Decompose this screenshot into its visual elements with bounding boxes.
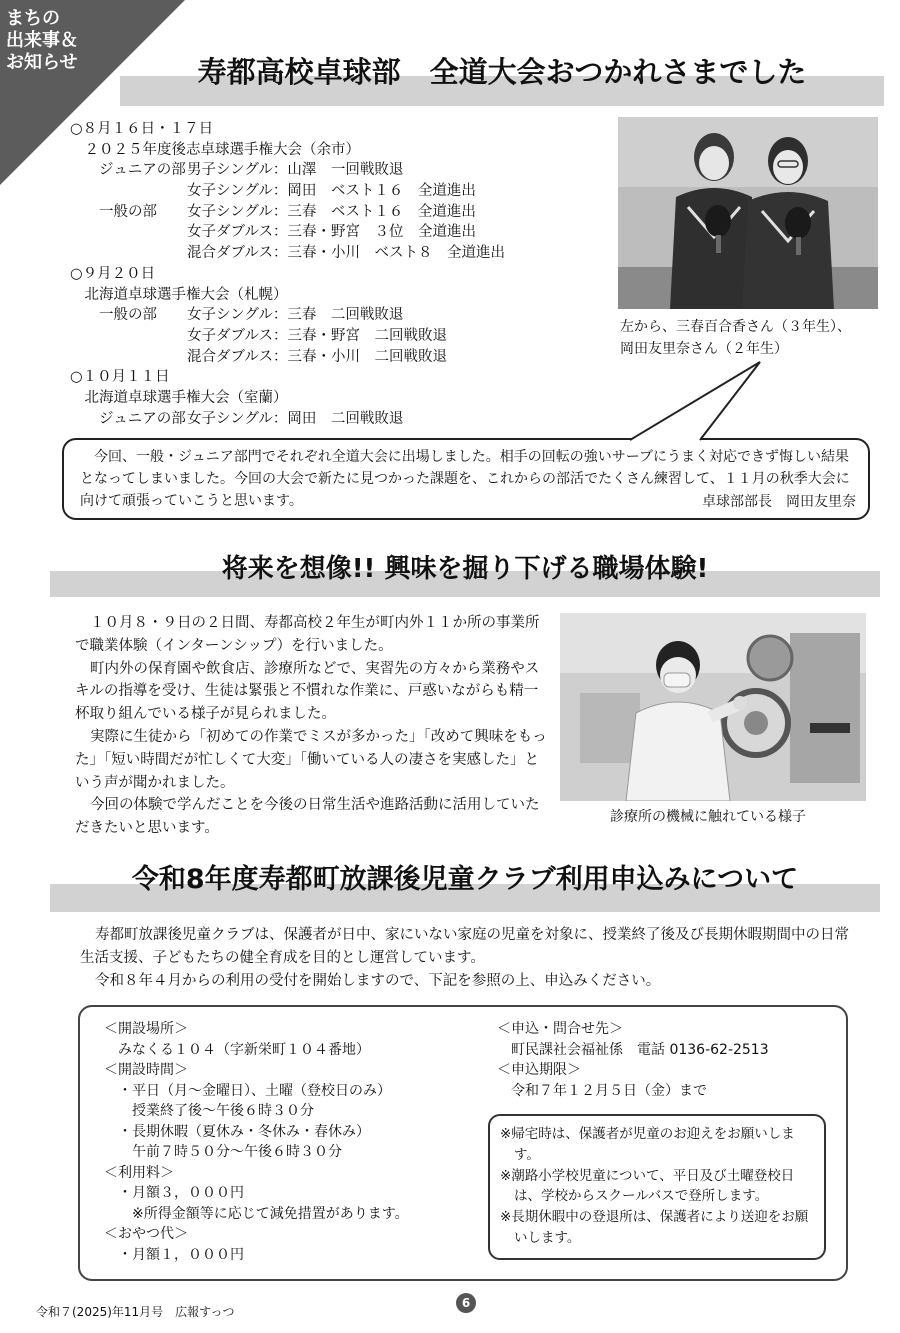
table-tennis-photo: [618, 117, 878, 309]
result-label: 一般の部: [70, 203, 157, 220]
result-detail: 女子シングル：三春 ベスト１６ 全道進出: [187, 203, 476, 220]
result-row: [70, 388, 615, 409]
result-detail: 混合ダブルス：三春・小川 ベスト８ 全道進出: [187, 245, 505, 262]
result-row: [70, 264, 615, 285]
info-line: 令和７年１２月５日（金）まで: [497, 1082, 707, 1099]
info-line: ・長期休暇（夏休み・冬休み・春休み）: [104, 1123, 370, 1140]
result-label: ２０２５年度後志卓球選手権大会（余市）: [70, 141, 360, 158]
result-detail: 女子シングル：三春 二回戦敗退: [187, 307, 404, 324]
result-detail: 女子シングル：岡田 ベスト１６ 全道進出: [187, 183, 476, 200]
notes-list: [500, 1124, 818, 1249]
article2-title: 将来を想像!! 興味を掘り下げる職場体験!: [221, 554, 709, 584]
result-label: 北海道卓球選手権大会（札幌）: [70, 286, 288, 303]
result-row: [70, 181, 615, 202]
result-row: [70, 243, 615, 264]
info-line: 町民課社会福祉係 電話 0136-62-2513: [497, 1041, 769, 1058]
result-detail: 女子ダブルス：三春・野宮 二回戦敗退: [187, 327, 447, 344]
info-line: ※潮路小学校児童について、平日及び土曜登校日は、学校からスクールバスで登所します。: [500, 1167, 795, 1205]
result-label: 一般の部: [70, 307, 157, 324]
result-label: ジュニアの部: [70, 410, 186, 427]
result-label: ○９月２０日: [70, 265, 156, 282]
info-line: ※長期休暇中の登退所は、保護者により送迎をお願いします。: [500, 1209, 809, 1246]
info-line: ・月額１，０００円: [104, 1246, 244, 1263]
result-row: [70, 140, 615, 161]
result-label: 北海道卓球選手権大会（室蘭）: [70, 389, 288, 406]
clinic-photo: [560, 613, 866, 801]
page-number: 6: [456, 1293, 476, 1313]
result-row: [70, 347, 615, 368]
section-label: まちの 出来事＆ お知らせ: [6, 8, 78, 73]
info-line: ・月額３，０００円: [104, 1185, 244, 1201]
result-row: [70, 367, 615, 388]
paragraph: 令和８年４月からの利用の受付を開始しますので、下記を参照の上、申込みください。: [95, 973, 661, 989]
article3-title: 令和8年度寿都町放課後児童クラブ利用申込みについて: [131, 864, 799, 895]
captain-comment: 今回、一般・ジュニア部門でそれぞれ全道大会に出場しました。相手の回転の強いサーブにうまく対応できず悔しい結果となってしまいました。今回の大会で新たに見つかった課題を、これからの部活でたくさん練習して、１１月の秋季大会に向けて頑張っていこうと思います。: [80, 449, 850, 509]
info-left-column: [104, 1019, 409, 1265]
result-row: [70, 222, 615, 243]
result-detail: 混合ダブルス：三春・小川 二回戦敗退: [187, 348, 447, 365]
result-row: [70, 409, 615, 430]
article3-body: [80, 924, 860, 993]
result-label: ジュニアの部: [70, 162, 186, 179]
paragraph: 実際に生徒から「初めての作業でミスが多かった」「改めて興味をもった」「短い時間だが忙しくて大変」「働いている人の凄さを実感した」という声が聞かれました。: [75, 728, 547, 791]
result-label: ○１０月１１日: [70, 369, 170, 386]
result-row: [70, 326, 615, 347]
info-line: ※所得金額等に応じて減免措置があります。: [104, 1205, 409, 1222]
photo1-caption: 左から、三春百合香さん（３年生）、 岡田友里奈さん（２年生）: [620, 319, 851, 357]
info-right-column: [497, 1019, 769, 1101]
info-line: ＜申込・問合せ先＞: [497, 1021, 623, 1037]
result-row: [70, 285, 615, 306]
result-row: [70, 160, 615, 181]
bubble-pointer: [620, 360, 780, 442]
info-line: ＜開設時間＞: [104, 1062, 188, 1078]
info-line: ＜申込期限＞: [497, 1062, 581, 1078]
info-line: ・平日（月～金曜日）、土曜（登校日のみ）: [104, 1082, 391, 1099]
info-line: ※帰宅時は、保護者が児童のお迎えをお願いします。: [500, 1126, 795, 1163]
info-line: みなくる１０４（字新栄町１０４番地）: [104, 1041, 370, 1058]
result-detail: 女子シングル：岡田 二回戦敗退: [187, 410, 404, 427]
tournament-results: [70, 119, 615, 429]
article1-title: 寿都高校卓球部 全道大会おつかれさまでした: [197, 55, 807, 89]
paragraph: 寿都町放課後児童クラブは、保護者が日中、家にいない家庭の児童を対象に、授業終了後及び長期休暇期間中の日常生活支援、子どもたちの健全育成を目的とし運営しています。: [80, 927, 849, 966]
result-row: [70, 305, 615, 326]
result-label: ○８月１６日・１７日: [70, 121, 214, 137]
info-line: ＜おやつ代＞: [104, 1226, 188, 1242]
article2-body: [75, 612, 547, 840]
result-detail: 男子シングル：山澤 一回戦敗退: [187, 162, 404, 179]
footer-issue: 令和７(2025)年11月号 広報すっつ: [36, 1305, 235, 1319]
paragraph: 今回の体験で学んだことを今後の日常生活や進路活動に活用していただきたいと思います。: [75, 797, 540, 837]
comment-signature: 卓球部部長 岡田友里奈: [702, 494, 856, 510]
info-line: 午前７時５０分～午後６時３０分: [104, 1144, 342, 1160]
info-line: ＜開設場所＞: [104, 1021, 188, 1037]
info-line: 授業終了後～午後６時３０分: [104, 1103, 314, 1119]
photo2-caption: 診療所の機械に触れている様子: [610, 809, 806, 825]
result-row: [70, 119, 615, 140]
info-line: ＜利用料＞: [104, 1164, 174, 1181]
paragraph: 町内外の保育園や飲食店、診療所などで、実習先の方々から業務やスキルの指導を受け、生徒は緊張と不慣れな作業に、戸惑いながらも精一杯取り組んでいる様子が見られました。: [75, 660, 540, 723]
paragraph: １０月８・９日の２日間、寿都高校２年生が町内外１１か所の事業所で職業体験（インターンシップ）を行いました。: [75, 615, 540, 654]
result-detail: 女子ダブルス：三春・野宮 ３位 全道進出: [187, 224, 476, 241]
result-row: [70, 202, 615, 223]
